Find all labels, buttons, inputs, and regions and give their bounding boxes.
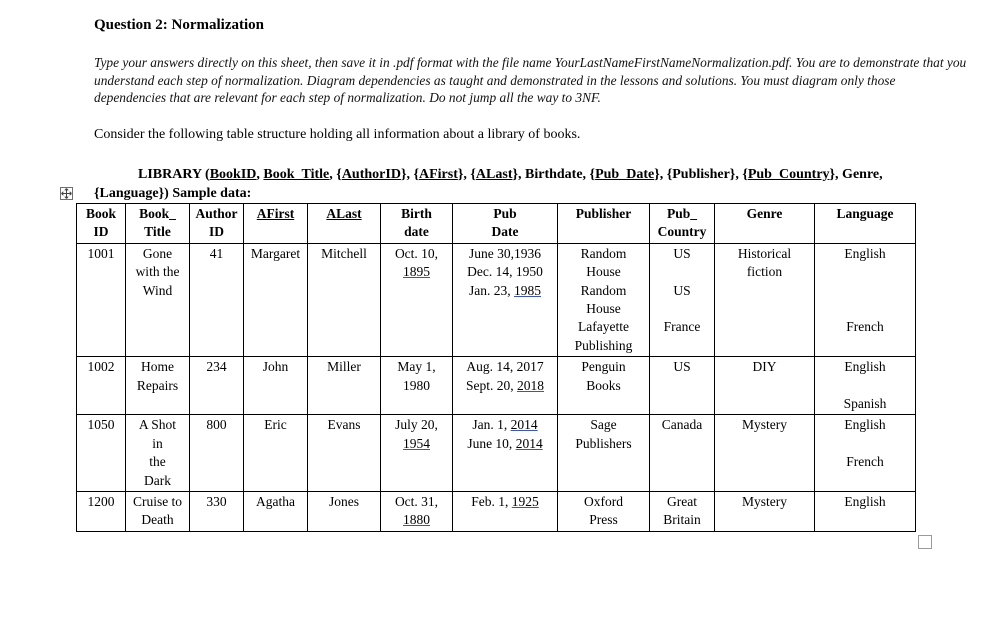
- cell-author-id: [190, 492, 244, 532]
- book-title-line: Dark: [144, 472, 171, 488]
- publisher-line: Books: [586, 377, 621, 393]
- afirst-line: Margaret: [250, 245, 301, 261]
- header-birth-date-line: Birth: [401, 206, 432, 221]
- header-publisher-line: Publisher: [575, 206, 632, 221]
- header-birth-date-line: date: [404, 224, 429, 240]
- language-line: French: [846, 454, 884, 470]
- pub-date-line: Feb. 1, 1925: [471, 494, 539, 510]
- birth-date-line: 1954: [403, 435, 430, 451]
- publisher-line: Random: [580, 282, 627, 298]
- table-row: [77, 243, 916, 356]
- cell-alast: [308, 243, 381, 356]
- publisher-line: Oxford: [584, 494, 623, 510]
- pub-date-line: Sept. 20, 2018: [465, 377, 544, 393]
- table-resize-handle-icon[interactable]: [918, 535, 932, 549]
- cell-language: [815, 357, 916, 415]
- book-title-line: the: [149, 454, 166, 470]
- cell-birth-date: [381, 492, 453, 532]
- table-header: [77, 204, 916, 244]
- language-line: [818, 263, 912, 281]
- language-line: English: [844, 245, 886, 261]
- book-title-line: Death: [141, 512, 174, 528]
- question-title: Question 2: Normalization: [94, 17, 264, 33]
- publisher-line: Publishers: [575, 435, 632, 451]
- cell-author-id: [190, 357, 244, 415]
- language-line: [818, 377, 912, 395]
- table-row: [77, 492, 916, 532]
- cell-publisher: [558, 357, 650, 415]
- language-line: [818, 435, 912, 453]
- publisher-line: House: [586, 301, 621, 317]
- header-birth-date: [381, 204, 453, 244]
- header-alast: [308, 204, 381, 244]
- pub-country-line: Britain: [663, 512, 701, 528]
- header-book-title: [126, 204, 190, 244]
- book-id-line: 1050: [87, 417, 115, 433]
- pub-date-line: Jan. 23, 1985: [469, 282, 541, 298]
- header-book-id-line: Book: [85, 206, 116, 221]
- cell-book-id: [77, 492, 126, 532]
- schema-alast: ALast: [475, 167, 513, 182]
- schema-primary-key: BookID: [209, 167, 257, 182]
- header-genre-line: Genre: [746, 206, 783, 221]
- publisher-line: Press: [589, 512, 618, 528]
- author-id-line: 41: [209, 245, 224, 261]
- cell-pub-country: [650, 492, 715, 532]
- schema-afirst: AFirst: [418, 167, 458, 182]
- cell-pub-date: [453, 357, 558, 415]
- header-alast-line: ALast: [326, 206, 362, 221]
- cell-genre: [715, 492, 815, 532]
- cell-publisher: [558, 243, 650, 356]
- genre-line: fiction: [746, 264, 783, 280]
- cell-pub-date: [453, 492, 558, 532]
- publisher-line: Random: [580, 245, 627, 261]
- pub-date-line: Dec. 14, 1950: [467, 264, 543, 280]
- header-author-id-line: Author: [195, 206, 238, 221]
- cell-book-id: [77, 243, 126, 356]
- cell-pub-country: [650, 243, 715, 356]
- schema-relation-name: LIBRARY (: [138, 167, 210, 182]
- alast-line: Mitchell: [321, 245, 367, 261]
- table-move-handle-icon[interactable]: [60, 187, 73, 200]
- schema-separator: }, {: [400, 167, 419, 182]
- book-id-line: 1002: [87, 359, 115, 375]
- cell-birth-date: [381, 415, 453, 492]
- afirst-line: Eric: [264, 417, 287, 433]
- birth-date-line: July 20,: [395, 417, 438, 433]
- header-book-id-line: ID: [93, 224, 109, 240]
- cell-genre: [715, 357, 815, 415]
- language-line: French: [846, 319, 884, 335]
- author-id-line: 330: [206, 494, 227, 510]
- language-line: [818, 282, 912, 300]
- language-line: English: [844, 359, 886, 375]
- book-id-line: 1200: [87, 494, 115, 510]
- cell-pub-country: [650, 357, 715, 415]
- header-genre: [715, 204, 815, 244]
- pub-country-line: Great: [667, 494, 697, 510]
- birth-date-line: 1980: [403, 377, 430, 393]
- header-publisher: [558, 204, 650, 244]
- cell-language: [815, 243, 916, 356]
- header-author-id-line: ID: [208, 224, 224, 240]
- cell-birth-date: [381, 243, 453, 356]
- consider-text: Consider the following table structure holding all information about a library of books.: [94, 127, 581, 142]
- table-row: [77, 357, 916, 415]
- library-table: [76, 203, 916, 532]
- table-row: [77, 415, 916, 492]
- header-book-title-line: Title: [144, 224, 171, 240]
- publisher-line: Lafayette: [578, 319, 629, 335]
- book-title-line: in: [152, 435, 163, 451]
- publisher-line: Publishing: [574, 337, 633, 353]
- genre-line: Historical: [737, 245, 792, 261]
- header-pub-country-line: Pub_: [666, 206, 697, 221]
- genre-line: DIY: [752, 359, 777, 375]
- language-line: English: [844, 417, 886, 433]
- cell-publisher: [558, 492, 650, 532]
- afirst-line: Agatha: [256, 494, 295, 510]
- cell-book-id: [77, 357, 126, 415]
- pub-country-line: France: [663, 319, 701, 335]
- cell-genre: [715, 243, 815, 356]
- language-line: Spanish: [843, 396, 887, 412]
- header-afirst: [244, 204, 308, 244]
- book-title-line: Wind: [142, 282, 173, 298]
- relation-schema: [94, 165, 934, 203]
- pub-date-line: Jan. 1, 2014: [472, 417, 538, 433]
- author-id-line: 800: [206, 417, 227, 433]
- alast-line: Jones: [329, 494, 359, 510]
- header-pub-country: [650, 204, 715, 244]
- birth-date-line: 1895: [403, 264, 430, 280]
- birth-date-line: May 1,: [397, 359, 436, 375]
- cell-book-title: [126, 492, 190, 532]
- publisher-line: House: [586, 264, 621, 280]
- cell-book-id: [77, 415, 126, 492]
- alast-line: Miller: [327, 359, 361, 375]
- header-book-id: [77, 204, 126, 244]
- header-pub-date-line: Pub: [493, 206, 517, 221]
- cell-book-title: [126, 357, 190, 415]
- cell-publisher: [558, 415, 650, 492]
- schema-author-id: AuthorID: [341, 167, 401, 182]
- cell-alast: [308, 492, 381, 532]
- schema-separator: }, Birthdate, {: [512, 167, 596, 182]
- cell-book-title: [126, 415, 190, 492]
- genre-line: Mystery: [742, 417, 787, 433]
- birth-date-line: Oct. 31,: [394, 494, 439, 510]
- birth-date-line: 1880: [403, 512, 430, 528]
- publisher-line: Penguin: [581, 359, 626, 375]
- header-row: [77, 204, 916, 244]
- genre-line: Mystery: [742, 494, 787, 510]
- cell-afirst: [244, 415, 308, 492]
- cell-book-title: [126, 243, 190, 356]
- schema-separator: }, {Publisher}, {: [654, 167, 748, 182]
- schema-separator: }, Genre, {Language}) Sample data:: [94, 167, 883, 201]
- pub-date-line: Aug. 14, 2017: [466, 359, 544, 375]
- header-author-id: [190, 204, 244, 244]
- schema-separator: ,: [256, 167, 264, 182]
- header-afirst-line: AFirst: [256, 206, 295, 221]
- header-pub-country-line: Country: [657, 224, 707, 240]
- birth-date-line: Oct. 10,: [394, 245, 439, 261]
- book-id-line: 1001: [87, 245, 115, 261]
- book-title-line: A Shot: [138, 417, 177, 433]
- book-title-line: Repairs: [136, 377, 179, 393]
- language-line: English: [844, 494, 886, 510]
- header-language-line: Language: [836, 206, 894, 221]
- schema-separator: , {: [329, 167, 342, 182]
- schema-book-title: Book_Title: [263, 167, 330, 182]
- publisher-line: Sage: [590, 417, 617, 433]
- pub-country-line: US: [673, 282, 691, 298]
- pub-country-line: [653, 263, 711, 281]
- cell-alast: [308, 415, 381, 492]
- pub-country-line: Canada: [661, 417, 703, 433]
- cell-birth-date: [381, 357, 453, 415]
- schema-separator: }, {: [457, 167, 476, 182]
- afirst-line: John: [262, 359, 289, 375]
- cell-language: [815, 492, 916, 532]
- schema-pub-date: Pub_Date: [595, 167, 655, 182]
- cell-afirst: [244, 243, 308, 356]
- cell-pub-country: [650, 415, 715, 492]
- pub-date-line: June 10, 2014: [467, 435, 543, 451]
- header-book-title-line: Book_: [139, 206, 176, 221]
- book-title-line: with the: [135, 264, 180, 280]
- cell-language: [815, 415, 916, 492]
- pub-country-line: US: [673, 245, 691, 261]
- cell-pub-date: [453, 415, 558, 492]
- instructions-paragraph: Type your answers directly on this sheet, then save it in .pdf format with the file name YourLastNameFirstNameNormalization.pdf. You are to demonstrate that you understand each step of normalization. Diagram dependencies as taught and demonstrated in the lessons and solutions. You must diagram only those dependencies that are relevant for each step of normalization. Do not jump all the way to 3NF.: [94, 55, 967, 105]
- author-id-line: 234: [206, 359, 227, 375]
- header-language: [815, 204, 916, 244]
- cell-author-id: [190, 243, 244, 356]
- cell-genre: [715, 415, 815, 492]
- cell-author-id: [190, 415, 244, 492]
- table-body: [77, 243, 916, 531]
- book-title-line: Home: [141, 359, 174, 375]
- alast-line: Evans: [327, 417, 361, 433]
- cell-afirst: [244, 357, 308, 415]
- cell-afirst: [244, 492, 308, 532]
- pub-date-line: June 30,1936: [469, 245, 541, 261]
- header-pub-date: [453, 204, 558, 244]
- pub-country-line: [653, 300, 711, 318]
- cell-alast: [308, 357, 381, 415]
- cell-pub-date: [453, 243, 558, 356]
- language-line: [818, 300, 912, 318]
- book-title-line: Cruise to: [132, 494, 183, 510]
- header-pub-date-line: Date: [491, 224, 519, 240]
- book-title-line: Gone: [142, 245, 173, 261]
- schema-pub-country: Pub_Country: [747, 167, 830, 182]
- pub-country-line: US: [673, 359, 691, 375]
